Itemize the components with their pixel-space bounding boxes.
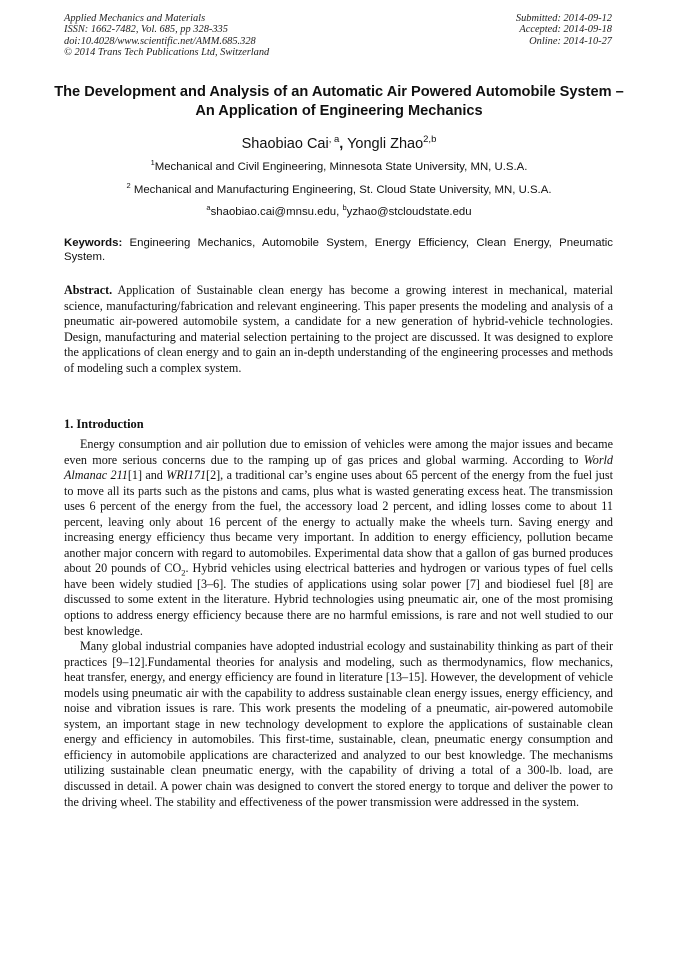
ref-wri: WRI171 bbox=[166, 468, 207, 483]
affiliation-1 bbox=[40, 156, 638, 174]
introduction-body bbox=[64, 437, 613, 810]
ref-world-almanac: World Almanac 211 bbox=[64, 452, 613, 483]
p1-text-3: [2], a traditional car’s engine uses about 65 percent of the energy from the fuel just to move all its parts such as the pistons and cams, plus what is wasted generating excess heat. The transmission uses 6 percent of the energy from the fuel, the accessory load 2 percent, and idling losses come to about 11 percent, leaving only about 16 percent of the energy to actually make the wheels turn. Saving energy and increasing energy efficiency thus became very important. In addition to energy efficiency, pollution became another major concern with regard to automobiles. Experimental data show that a gallon of gas burned produces about 20 pounds of CO bbox=[64, 468, 613, 576]
keywords bbox=[64, 236, 613, 264]
author-2-affil: 2,b bbox=[423, 134, 437, 145]
intro-paragraph-1 bbox=[64, 437, 613, 639]
doi-line: doi:10.4028/www.scientific.net/AMM.685.328 bbox=[64, 35, 256, 47]
affiliation-1-marker: 1 bbox=[150, 158, 155, 167]
p1-text-1: Energy consumption and air pollution due to emission of vehicles were among the major issues and became even more serious concerns due to the ramping up of gas prices and global warming. According to bbox=[64, 437, 613, 467]
abstract bbox=[64, 283, 613, 376]
affiliation-2-text: Mechanical and Manufacturing Engineering, St. Cloud State University, MN, U.S.A. bbox=[130, 183, 552, 196]
keywords-label: Keywords: bbox=[64, 237, 123, 249]
author-separator: , bbox=[339, 135, 344, 152]
co2-subscript: 2 bbox=[181, 567, 186, 578]
journal-name: Applied Mechanics and Materials bbox=[64, 13, 206, 24]
p1-text-2: [1] and bbox=[127, 468, 167, 483]
intro-paragraph-2: Many global industrial companies have adopted industrial ecology and sustainability thinking as part of their practices [9–12].Fundamental theories for analysis and modeling, such as thermodynamics, flow mechanics, heat transfer, energy, and energy efficiency are found in literature [13–15]. However, the development of vehicle models using pneumatic air with the capability to address sustainable clean energy issues, energy efficiency, and noise and vibration issues is rare. This work presents the modeling of a pneumatic, air-powered automobile system, an important stage in new technology development to explore the applications of sustainable clean energy and efficiency in automobiles. This first-time, sustainable, clean, pneumatic energy consumption and efficiency in automobile applications are characterized and analyzed to our best knowledge. The mechanisms utilizing sustainable clean pneumatic energy, with the capability of driving a total of a 300-lb. load, are discussed in detail. A power chain was designed to convert the stored energy to torque and deliver the power to the driving wheel. The stability and effectiveness of the power transmission were addressed in the system. bbox=[64, 639, 613, 809]
p1-text-4: . Hybrid vehicles using electrical batteries and hydrogen or various types of fuel cells have been widely studied [3–6]. The studies of applications using solar power [7] and biodiesel fuel [8] are discussed to some extent in the literature. Hybrid technologies using pneumatic air, one of the most promising options to address energy efficiency because there are no harmful emissions, is rare and not well studied to our best knowledge. bbox=[64, 561, 613, 638]
accepted-date: Accepted: 2014-09-18 bbox=[519, 24, 612, 36]
author-2: Yongli Zhao bbox=[343, 135, 424, 152]
paper-title: The Development and Analysis of an Automatic Air Powered Automobile System – An Application of Engineering Mechanics bbox=[54, 84, 624, 119]
abstract-label: Abstract. bbox=[64, 283, 113, 297]
author-1: Shaobiao Cai bbox=[241, 135, 329, 152]
email-a: shaobiao.cai@mnsu.edu, bbox=[210, 205, 343, 218]
online-date: Online: 2014-10-27 bbox=[529, 35, 612, 47]
author-line bbox=[40, 131, 638, 153]
journal-header bbox=[64, 13, 269, 58]
author-emails bbox=[40, 201, 638, 219]
submitted-date: Submitted: 2014-09-12 bbox=[515, 13, 612, 24]
dates-header bbox=[516, 13, 612, 47]
keywords-text: Engineering Mechanics, Automobile System, Energy Efficiency, Clean Energy, Pneumatic System. bbox=[64, 237, 613, 263]
copyright-line: © 2014 Trans Tech Publications Ltd, Switzerland bbox=[64, 46, 270, 58]
author-1-affil: , a bbox=[328, 134, 340, 145]
email-a-marker: a bbox=[206, 203, 211, 212]
section-heading-introduction: 1. Introduction bbox=[64, 417, 144, 431]
issn-line: ISSN: 1662-7482, Vol. 685, pp 328-335 bbox=[64, 24, 228, 36]
abstract-text: Application of Sustainable clean energy has become a growing interest in mechanical, material science, manufacturing/fabrication and relevant engineering. This paper presents the modeling and analysis of a pneumatic air-powered automobile system, a candidate for a new generation of hybrid-vehicle technologies. Design, manufacturing and material selection pertaining to the project are discussed. It was designed to explore the applications of clean energy and to gain an in-depth understanding of the engineering processes and methods of modeling such a complex system. bbox=[64, 283, 613, 375]
affiliation-2 bbox=[40, 179, 638, 197]
affiliation-2-marker: 2 bbox=[126, 181, 131, 190]
affiliation-1-text: Mechanical and Civil Engineering, Minnesota State University, MN, U.S.A. bbox=[154, 160, 528, 173]
email-b: yzhao@stcloudstate.edu bbox=[346, 205, 472, 218]
email-b-marker: b bbox=[342, 203, 347, 212]
